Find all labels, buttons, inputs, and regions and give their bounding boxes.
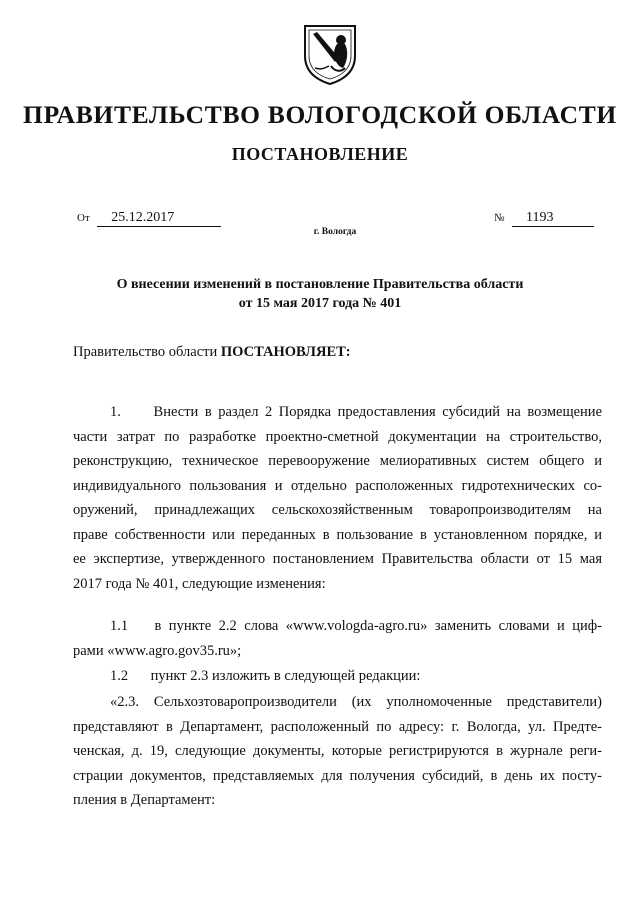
- quoted-clause-line: пления в Департамент:: [73, 792, 216, 808]
- paragraph-1-line: части затрат по разработке проектно-сметной документации на строительство,: [73, 428, 602, 445]
- paragraph-1: [73, 400, 602, 596]
- quoted-clause-line: страции документов, представляемых для получения субсидий, в день их посту-: [73, 767, 602, 784]
- paragraph-1-2-number: 1.2: [110, 668, 129, 684]
- paragraph-1-1-line: рами «www.agro.gov35.ru»;: [73, 642, 242, 659]
- preamble: [73, 344, 351, 361]
- paragraph-1-2-line: 1.2 пункт 2.3 изложить в следующей редакции:: [73, 664, 602, 689]
- number-label: №: [494, 212, 505, 224]
- paragraph-1-line: реконструкцию, техническое перевооружение мелиоративных систем общего и: [73, 453, 602, 469]
- preamble-text: Правительство области: [73, 344, 218, 360]
- preamble-emphasis: ПОСТАНОВЛЯЕТ:: [220, 344, 351, 360]
- paragraph-1-1-number: 1.1: [110, 618, 129, 634]
- quoted-clause-line: ченская, д. 19, следующие документы, которые регистрируются в журнале реги-: [73, 743, 602, 759]
- quoted-clause-line: «2.3. Сельхозтоваропроизводители (их уполномоченные представители): [110, 694, 602, 710]
- quoted-clause-2-3: [73, 690, 602, 813]
- subject-line-2: от 15 мая 2017 года № 401: [238, 296, 402, 311]
- paragraph-1-line: праве собственности или переданных в пользование в установленном порядке, и: [73, 526, 602, 543]
- number-field: [494, 210, 594, 227]
- document-type-title: ПОСТАНОВЛЕНИЕ: [231, 144, 409, 164]
- subject-line-1: О внесении изменений в постановление Правительства области: [116, 277, 524, 292]
- quoted-clause-line: представляют в Департамент, расположенный по адресу: г. Вологда, ул. Предте-: [73, 718, 602, 735]
- paragraph-1-line: 1. Внести в раздел 2 Порядка предоставления субсидий на возмещение: [73, 400, 602, 425]
- paragraph-1-2: [73, 664, 602, 689]
- date-value: 25.12.2017: [97, 210, 221, 227]
- paragraph-1-line: индивидуального пользования и отдельно расположенных гидротехнических со-: [73, 477, 602, 494]
- paragraph-1-line: 2017 года № 401, следующие изменения:: [73, 575, 326, 592]
- paragraph-1-1: [73, 614, 602, 663]
- paragraph-1-number: 1.: [110, 404, 121, 420]
- paragraph-1-line: оружений, принадлежащих сельскохозяйственным товаропроизводителям на: [73, 502, 602, 518]
- organization-title: ПРАВИТЕЛЬСТВО ВОЛОГОДСКОЙ ОБЛАСТИ: [23, 100, 617, 129]
- document-subject: [0, 275, 640, 313]
- paragraph-1-line: ее экспертизе, утвержденного постановлением Правительства области от 15 мая: [73, 551, 602, 567]
- date-field: [77, 210, 221, 227]
- paragraph-1-1-line: 1.1 в пункте 2.2 слова «www.vologda-agro.ru» заменить словами и циф-: [73, 614, 602, 639]
- date-label: От: [77, 212, 90, 224]
- city-label: г. Вологда: [313, 227, 357, 237]
- coat-of-arms-emblem: [301, 22, 359, 86]
- number-value: 1193: [512, 210, 594, 227]
